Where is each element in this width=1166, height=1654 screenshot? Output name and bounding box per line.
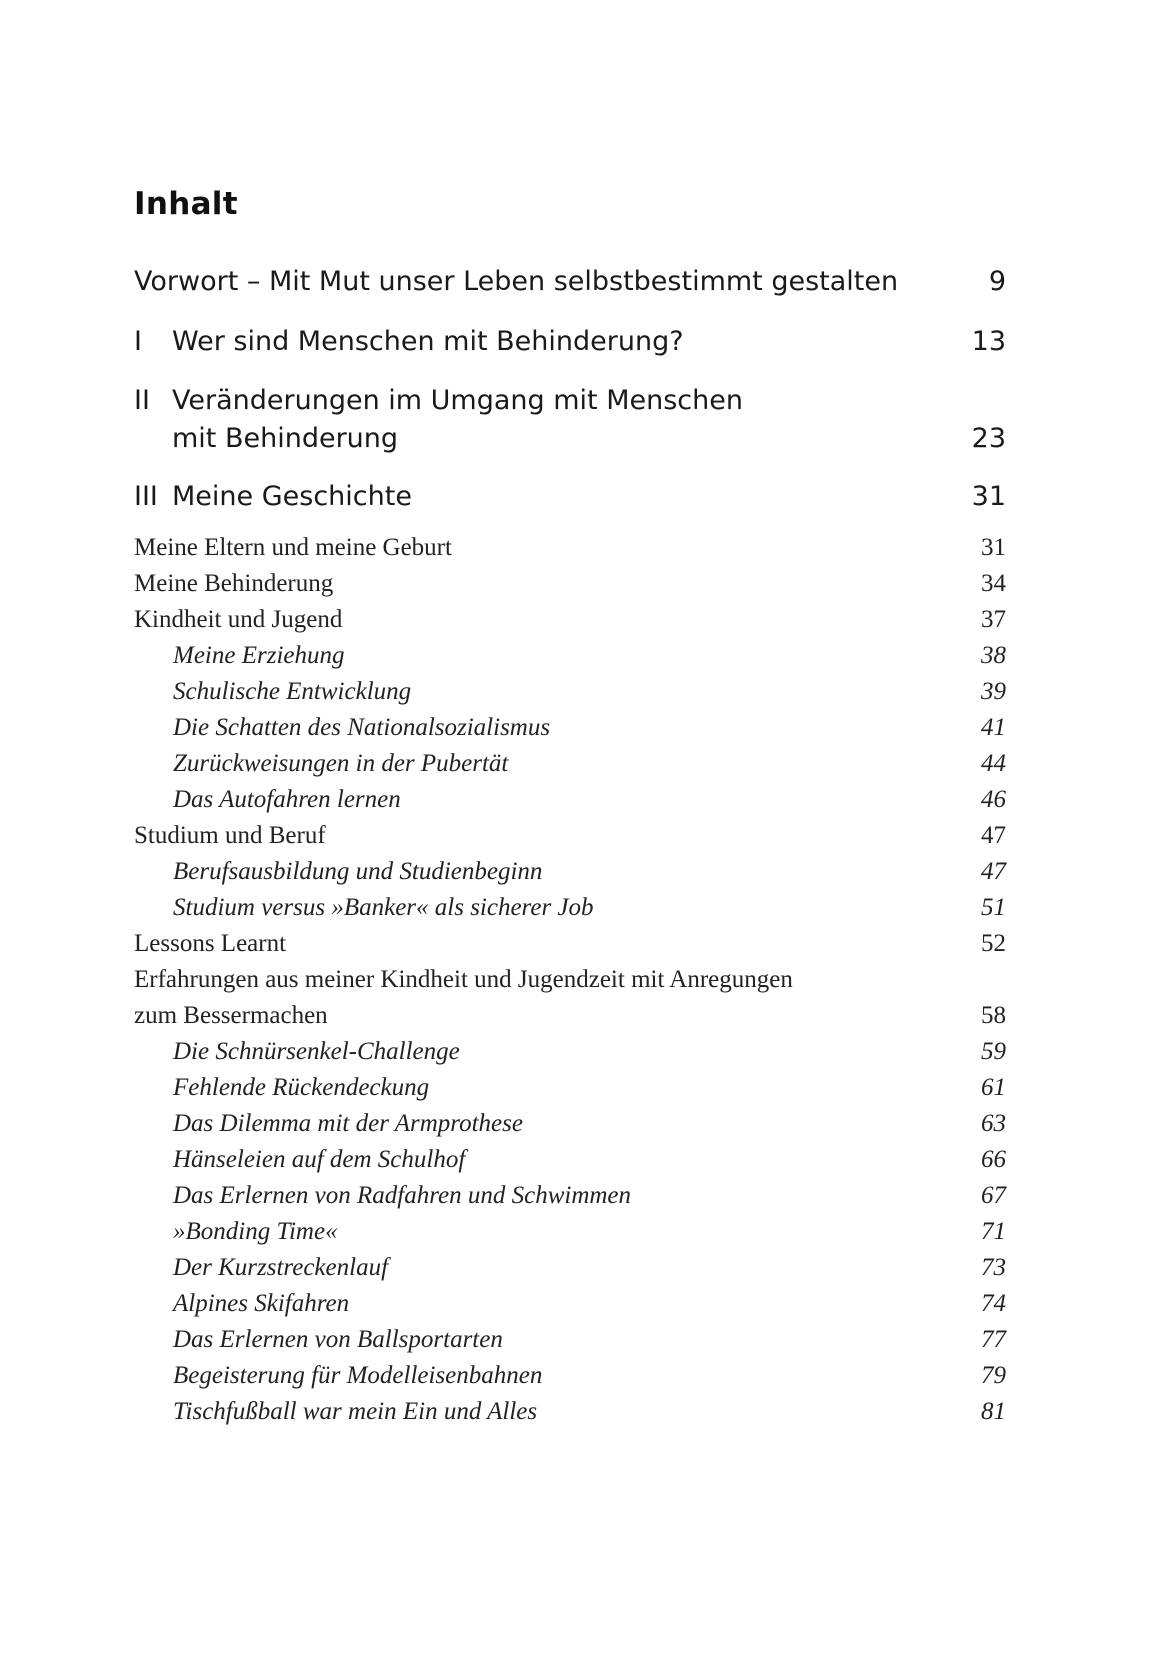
toc-subentry[interactable]: [134, 890, 1006, 926]
entry-title: Die Schatten des Nationalsozialismus: [173, 714, 551, 741]
toc-chapter-3[interactable]: [134, 478, 1006, 516]
chapter-page-number: 13: [971, 326, 1006, 357]
toc-subentry[interactable]: [134, 1106, 1006, 1142]
toc-subentry[interactable]: [134, 638, 1006, 674]
entry-title: Der Kurzstreckenlauf: [173, 1254, 389, 1281]
entry-page-number: 34: [981, 570, 1006, 597]
entry-page-number: 77: [981, 1326, 1006, 1353]
entry-page-number: 37: [981, 606, 1006, 633]
entry-title: Studium versus »Banker« als sicherer Job: [173, 894, 594, 921]
toc-entry[interactable]: [134, 962, 1006, 1034]
entry-title: Meine Eltern und meine Geburt: [134, 534, 452, 561]
entry-page-number: 39: [981, 678, 1006, 705]
entry-title: Berufsausbildung und Studienbeginn: [173, 858, 543, 885]
entry-title: Das Erlernen von Radfahren und Schwimmen: [173, 1182, 632, 1209]
toc-entry[interactable]: [134, 818, 1006, 854]
chapter-number: I: [134, 326, 142, 357]
toc-subentry[interactable]: [134, 1358, 1006, 1394]
chapter-title-line-2: mit Behinderung: [172, 423, 399, 454]
entry-title: Lessons Learnt: [134, 930, 287, 957]
toc-entry[interactable]: [134, 602, 1006, 638]
entry-page-number: 58: [981, 1002, 1006, 1029]
entry-title: Meine Behinderung: [134, 570, 334, 597]
toc-subentry[interactable]: [134, 1034, 1006, 1070]
entry-title-line-1: Erfahrungen aus meiner Kindheit und Jugendzeit mit Anregungen: [134, 966, 793, 993]
entry-title: Studium und Beruf: [134, 822, 326, 849]
toc-subentry[interactable]: [134, 1394, 1006, 1430]
entry-title: Alpines Skifahren: [173, 1290, 350, 1317]
entry-title-line-2: zum Bessermachen: [134, 1002, 328, 1029]
entry-page-number: 31: [981, 534, 1006, 561]
entry-title: »Bonding Time«: [173, 1218, 338, 1245]
entry-title: Tischfußball war mein Ein und Alles: [173, 1398, 538, 1425]
entry-page-number: 67: [981, 1182, 1006, 1209]
entry-page-number: 38: [981, 642, 1006, 669]
toc-subentry[interactable]: [134, 1178, 1006, 1214]
entry-title: Schulische Entwicklung: [173, 678, 412, 705]
toc-entry[interactable]: [134, 926, 1006, 962]
toc-subentry[interactable]: [134, 1214, 1006, 1250]
chapter-title: Meine Geschichte: [172, 481, 412, 512]
toc-subentry[interactable]: [134, 1142, 1006, 1178]
toc-entry[interactable]: [134, 530, 1006, 566]
chapter-title-line-1: Veränderungen im Umgang mit Menschen: [172, 385, 743, 416]
entry-page-number: 74: [981, 1290, 1006, 1317]
entry-page-number: 61: [981, 1074, 1006, 1101]
entry-page-number: 46: [981, 786, 1006, 813]
toc-entry[interactable]: [134, 566, 1006, 602]
chapter-title: Vorwort – Mit Mut unser Leben selbstbestimmt gestalten: [134, 266, 899, 297]
toc-subentry[interactable]: [134, 674, 1006, 710]
toc-subentry[interactable]: [134, 710, 1006, 746]
toc-subentry[interactable]: [134, 746, 1006, 782]
entry-page-number: 47: [981, 858, 1006, 885]
toc-subentry[interactable]: [134, 1250, 1006, 1286]
entry-title: Hänseleien auf dem Schulhof: [173, 1146, 466, 1173]
toc-subentry[interactable]: [134, 854, 1006, 890]
toc-subentry[interactable]: [134, 782, 1006, 818]
chapter-title: Wer sind Menschen mit Behinderung?: [172, 326, 684, 357]
chapter-number: II: [134, 385, 150, 416]
toc-chapter-2[interactable]: [134, 382, 1006, 458]
entry-page-number: 44: [981, 750, 1006, 777]
entry-page-number: 59: [981, 1038, 1006, 1065]
entry-title: Die Schnürsenkel-Challenge: [173, 1038, 460, 1065]
chapter-page-number: 31: [971, 481, 1006, 512]
entry-title: Das Autofahren lernen: [173, 786, 401, 813]
entry-title: Meine Erziehung: [173, 642, 345, 669]
entry-page-number: 51: [981, 894, 1006, 921]
entry-page-number: 73: [981, 1254, 1006, 1281]
entry-page-number: 41: [981, 714, 1006, 741]
entry-title: Kindheit und Jugend: [134, 606, 343, 633]
entry-title: Begeisterung für Modelleisenbahnen: [173, 1362, 543, 1389]
toc-chapter-preface[interactable]: [134, 263, 1006, 301]
chapter-number: III: [134, 481, 158, 512]
entry-title: Das Erlernen von Ballsportarten: [173, 1326, 503, 1353]
entry-title: Zurückweisungen in der Pubertät: [173, 750, 509, 777]
entry-page-number: 52: [981, 930, 1006, 957]
chapter-page-number: 23: [971, 423, 1006, 454]
entry-title: Das Dilemma mit der Armprothese: [173, 1110, 523, 1137]
toc-subentry[interactable]: [134, 1322, 1006, 1358]
toc-title: Inhalt: [134, 186, 238, 222]
toc-chapter-1[interactable]: [134, 323, 1006, 361]
entry-page-number: 71: [981, 1218, 1006, 1245]
chapter-page-number: 9: [988, 266, 1006, 297]
entry-page-number: 47: [981, 822, 1006, 849]
entry-page-number: 63: [981, 1110, 1006, 1137]
entry-title: Fehlende Rückendeckung: [173, 1074, 430, 1101]
entry-page-number: 79: [981, 1362, 1006, 1389]
entry-page-number: 66: [981, 1146, 1006, 1173]
toc-subentry[interactable]: [134, 1070, 1006, 1106]
entry-page-number: 81: [981, 1398, 1006, 1425]
toc-subentry[interactable]: [134, 1286, 1006, 1322]
